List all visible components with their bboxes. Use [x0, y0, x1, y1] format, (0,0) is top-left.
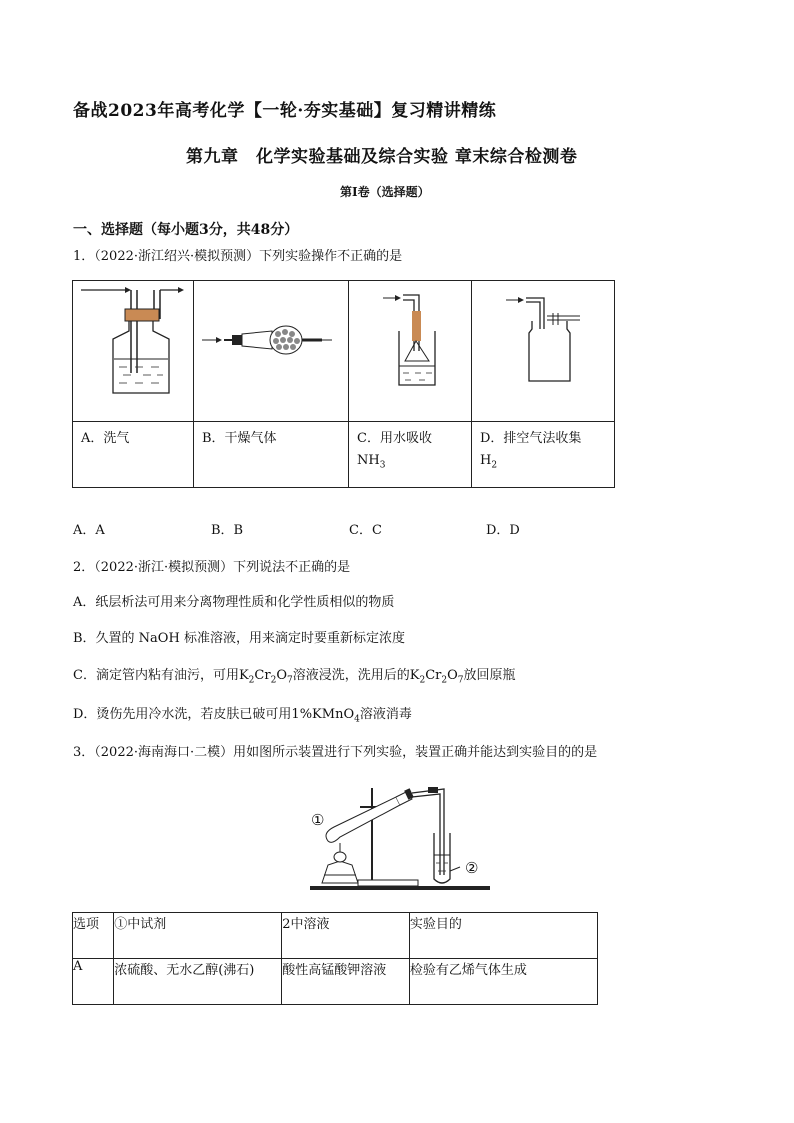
ethylene-apparatus-illustration	[300, 783, 490, 898]
question-1-stem: 1．（2022·浙江绍兴·模拟预测）下列实验操作不正确的是	[73, 249, 403, 264]
figure-gas-washing	[73, 281, 194, 422]
apparatus-label-2: ②	[465, 859, 479, 877]
q2-statement-d: D．烫伤先用冷水洗，若皮肤已破可用1%KMnO$_4$溶液消毒	[73, 707, 412, 725]
table-cell: 酸性高锰酸钾溶液	[282, 959, 410, 1005]
table-cell: 浓硫酸、无水乙醇(沸石)	[114, 959, 282, 1005]
q2-statement-a: A．纸层析法可用来分离物理性质和化学性质相似的物质	[73, 595, 395, 610]
table-cell: 检验有乙烯气体生成	[409, 959, 597, 1005]
figure-air-collection	[472, 281, 615, 422]
drying-tube-illustration	[194, 281, 348, 417]
air-displacement-illustration	[472, 281, 614, 417]
caption-b: B．干燥气体	[202, 431, 277, 446]
formula-k2cr2o7: $K_2Cr_2O_7$	[409, 668, 464, 686]
part-title: 第Ⅰ卷（选择题）	[340, 185, 430, 199]
table-header-solution: 2中溶液	[282, 913, 410, 959]
table-header-purpose: 实验目的	[409, 913, 597, 959]
chapter-title: 第九章 化学实验基础及综合实验 章末综合检测卷	[186, 147, 578, 167]
q1-option-d: D．D	[486, 523, 520, 538]
table-row	[73, 959, 598, 1005]
section-title: 一、选择题（每小题3分，共48分）	[73, 222, 299, 238]
question-1-figure-table	[72, 280, 615, 488]
formula-k2cr2o7: $K_2Cr_2O_7$	[238, 668, 293, 686]
question-3-table	[72, 912, 598, 1005]
caption-c: C．用水吸收 $NH_3$	[357, 431, 432, 471]
caption-d: D．排空气法收集 $H_2$	[480, 431, 582, 471]
question-3-stem: 3．（2022·海南海口·二模）用如图所示装置进行下列实验，装置正确并能达到实验目的的是	[73, 745, 598, 760]
caption-a: A．洗气	[81, 431, 130, 446]
q1-option-b: B．B	[211, 523, 244, 538]
doc-title: 备战2023年高考化学【一轮·夯实基础】复习精讲精练	[73, 101, 497, 121]
apparatus-label-1: ①	[311, 811, 325, 829]
table-header-option: 选项	[73, 913, 114, 959]
q1-option-c: C．C	[349, 523, 382, 538]
ammonia-absorption-illustration	[349, 281, 471, 417]
gas-washing-bottle-illustration	[73, 281, 193, 417]
table-header-reagent: ①中试剂	[114, 913, 282, 959]
figure-water-absorb	[349, 281, 472, 422]
question-2-stem: 2．（2022·浙江·模拟预测）下列说法不正确的是	[73, 560, 351, 575]
q2-statement-c: C．滴定管内粘有油污，可用$K_2Cr_2O_7$溶液浸洗，洗用后的$K_2Cr_2O_7$放回原瓶	[73, 668, 516, 686]
q2-statement-b: B．久置的 NaOH 标准溶液，用来滴定时要重新标定浓度	[73, 631, 405, 646]
q1-option-a: A．A	[73, 523, 105, 538]
figure-drying-tube	[194, 281, 349, 422]
table-cell: A	[73, 959, 114, 1005]
